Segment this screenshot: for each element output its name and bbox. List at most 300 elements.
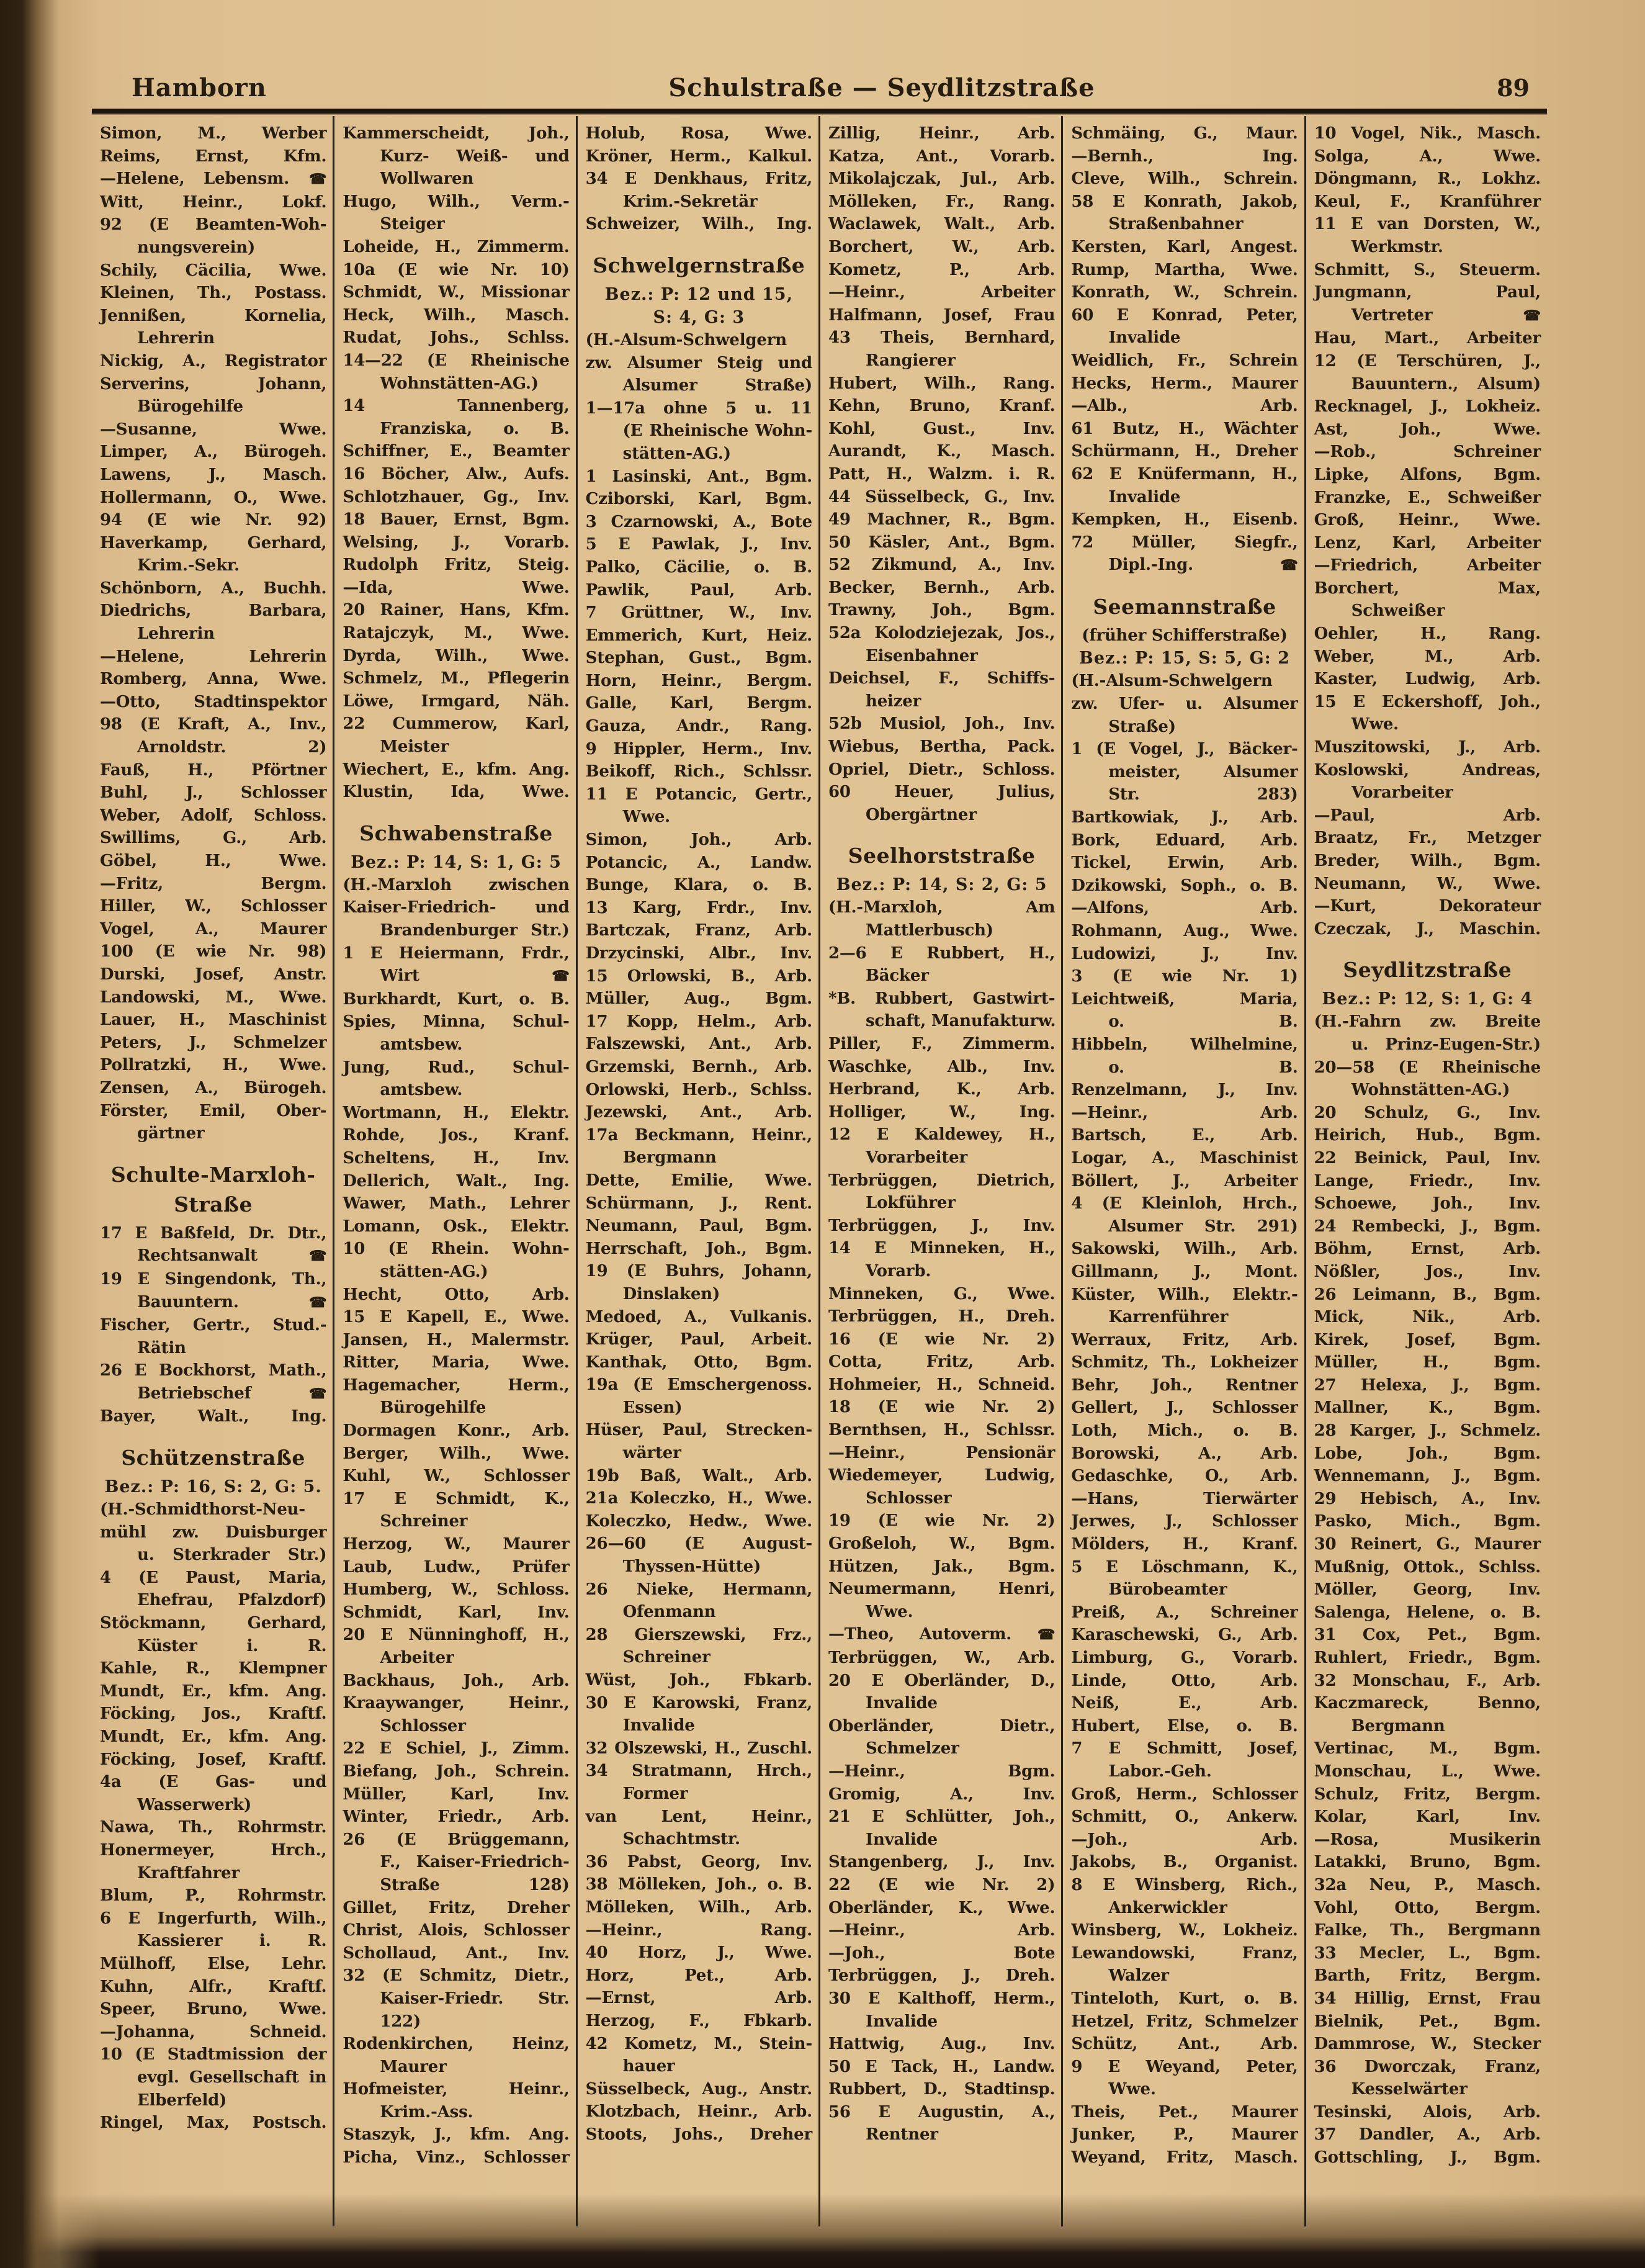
directory-line: Alsumer Straße): [622, 376, 812, 395]
directory-line: 52a Kolodziejezak, Jos.,: [828, 624, 1056, 643]
directory-line: Hugo, Wilh., Verm.-: [343, 192, 570, 211]
directory-line: —Joh., Bote: [828, 1943, 1056, 1963]
district-info-line: Bez.: P: 14, S: 1, G: 5: [351, 852, 562, 872]
directory-column-3: [576, 116, 818, 2226]
directory-line: Dellerich, Walt., Ing.: [343, 1171, 570, 1190]
directory-line: Löwe, Irmgard, Näh.: [343, 691, 570, 711]
directory-line: Reims, Ernst, Kfm.: [100, 146, 327, 166]
directory-line: Hau, Mart., Arbeiter: [1314, 329, 1541, 348]
directory-line: Gottschling, J., Bgm.: [1314, 2148, 1541, 2167]
directory-line: schaft, Manufakturw.: [865, 1012, 1056, 1031]
directory-line: Jakobs, B., Organist.: [1071, 1853, 1298, 1872]
directory-line: Keul, F., Kranführer: [1314, 192, 1541, 211]
directory-line: Herzog, W., Maurer: [343, 1535, 570, 1554]
directory-line: Förster, Emil, Ober-: [100, 1101, 327, 1120]
directory-line: Schweizer, Wilh., Ing.: [585, 215, 812, 234]
directory-line: Rangierer: [865, 351, 956, 370]
directory-line: Hützen, Jak., Bgm.: [828, 1557, 1056, 1576]
directory-line: Krim.-Ass.: [380, 2102, 473, 2122]
directory-line: Hofmeister, Heinr.,: [343, 2080, 570, 2099]
directory-line: Jansen, H., Malermstr.: [343, 1330, 570, 1349]
directory-line: u. Prinz-Eugen-Str.): [1351, 1035, 1541, 1054]
directory-line: —Friedrich, Arbeiter: [1314, 556, 1541, 575]
directory-line: Holliger, W., Ing.: [828, 1102, 1056, 1122]
directory-line: 17 E Baßfeld, Dr. Dtr.,: [100, 1223, 327, 1243]
directory-line: Arnoldstr. 2): [137, 738, 327, 757]
directory-line: Koslowski, Andreas,: [1314, 760, 1541, 780]
directory-line: Göbel, H., Wwe.: [100, 852, 327, 870]
directory-line: Kesselwärter: [1351, 2080, 1468, 2099]
directory-line: 32 Olszewski, H., Zuschl.: [585, 1739, 812, 1758]
directory-line: Kurz- Weiß- und: [380, 146, 570, 166]
directory-line: Bäcker: [865, 966, 929, 986]
directory-line: Landowski, M., Wwe.: [100, 988, 327, 1007]
directory-line: 17 E Schmidt, K.,: [343, 1489, 570, 1508]
directory-line: Schoewe, Joh., Inv.: [1314, 1194, 1541, 1213]
directory-line: Mölleken, Wilh., Arb.: [585, 1897, 812, 1917]
directory-line: 19b Baß, Walt., Arb.: [585, 1466, 812, 1485]
directory-line: Kehn, Bruno, Kranf.: [828, 397, 1056, 416]
directory-column-5: [1061, 116, 1304, 2226]
directory-line: Elberfeld): [137, 2090, 227, 2110]
directory-line: Alsumer Str. 291): [1108, 1217, 1298, 1236]
directory-line: mühl zw. Duisburger: [100, 1523, 327, 1542]
directory-line: Franziska, o. B.: [380, 419, 570, 438]
directory-line: 14 Tannenberg,: [343, 397, 570, 416]
directory-line: Klotzbach, Heinr., Arb.: [585, 2102, 812, 2122]
directory-line: Recknagel, J., Lokheiz.: [1314, 397, 1541, 416]
directory-line: Ruhlert, Friedr., Bgm.: [1314, 1649, 1541, 1667]
directory-line: Tickel, Erwin, Arb.: [1071, 853, 1298, 873]
directory-line: Terbrüggen, J., Dreh.: [828, 1966, 1056, 1986]
directory-line: Waschke, Alb., Inv.: [828, 1057, 1056, 1076]
directory-line: Halfmann, Josef, Frau: [828, 305, 1056, 325]
directory-line: —Rob., Schreiner: [1314, 443, 1541, 462]
directory-line: Becker, Bernh., Arb.: [828, 578, 1056, 597]
directory-line: —Joh., Arb.: [1071, 1830, 1298, 1849]
telephone-icon: ☎: [1199, 557, 1298, 574]
directory-line: Beikoff, Rich., Schlssr.: [585, 762, 812, 781]
directory-line: 34 Stratmann, Hrch.,: [585, 1762, 812, 1781]
directory-line: Ast, Joh., Wwe.: [1314, 420, 1541, 439]
directory-line: Barth, Fritz, Bergm.: [1314, 1966, 1541, 1986]
directory-line: Groß, Heinr., Wwe.: [1314, 511, 1541, 530]
directory-line: Vogel, A., Maurer: [100, 919, 327, 938]
directory-line: 5 E Pawlak, J., Inv.: [585, 535, 812, 554]
directory-line: 12 (E Terschüren, J.,: [1314, 351, 1541, 371]
directory-line: Hubert, Else, o. B.: [1071, 1716, 1298, 1735]
directory-line: Mallner, K., Bgm.: [1314, 1398, 1541, 1418]
directory-line: Breder, Wilh., Bgm.: [1314, 852, 1541, 870]
directory-line: Dyrda, Wilh., Wwe.: [343, 646, 570, 665]
directory-line: Wiebus, Bertha, Pack.: [828, 737, 1056, 757]
directory-line: Bielnik, Pet., Bgm.: [1314, 2012, 1541, 2031]
directory-line: 11 E Potancic, Gertr.,: [585, 785, 812, 804]
directory-line: Terbrüggen, H., Dreh.: [828, 1307, 1056, 1326]
directory-line: 100 (E wie Nr. 98): [100, 942, 327, 961]
directory-line: Braatz, Fr., Metzger: [1314, 829, 1541, 848]
street-heading: Seelhorststraße: [848, 844, 1036, 868]
directory-line: Krim.-Sekr.: [137, 556, 240, 575]
directory-line: Solga, A., Wwe.: [1314, 146, 1541, 166]
directory-line: Peters, J., Schmelzer: [100, 1033, 327, 1052]
directory-line: Bürogehilfe: [137, 397, 243, 416]
directory-line: Salenga, Helene, o. B.: [1314, 1603, 1541, 1622]
directory-line: 52b Musiol, Joh., Inv.: [828, 714, 1056, 734]
telephone-icon: ☎: [244, 1294, 327, 1311]
directory-line: Berger, Wilh., Wwe.: [343, 1444, 570, 1463]
directory-line: Linde, Otto, Arb.: [1071, 1671, 1298, 1690]
directory-line: Straßenbahner: [1108, 215, 1244, 234]
telephone-icon: ☎: [264, 1248, 327, 1265]
directory-line: Grzemski, Bernh., Arb.: [585, 1057, 812, 1076]
directory-line: Neiß, E., Arb.: [1071, 1694, 1298, 1713]
directory-line: Sakowski, Wilh., Arb.: [1071, 1240, 1298, 1259]
directory-line: 61 Butz, H., Wächter: [1071, 419, 1298, 438]
directory-line: 32 Monschau, F., Arb.: [1314, 1671, 1541, 1690]
directory-line: Lehrerin: [137, 329, 215, 348]
directory-line: Former: [622, 1784, 688, 1803]
directory-line: (H.-Marxloh zwischen: [343, 875, 570, 894]
district-info-line: Bez.: P: 16, S: 2, G: 5.: [104, 1477, 322, 1497]
directory-line: 7 E Schmitt, Josef,: [1071, 1739, 1298, 1758]
directory-line: —Rosa, Musikerin: [1314, 1830, 1541, 1849]
directory-line: Schlosser: [865, 1488, 952, 1508]
directory-line: Weber, M., Arb.: [1314, 647, 1541, 666]
directory-line: Invalide: [865, 1830, 938, 1849]
directory-line: Kaiser-Friedr. Str.: [380, 1989, 570, 2008]
directory-line: —Theo, Autoverm. ☎: [828, 1625, 1056, 1644]
directory-line: Oberländer, Dietr.,: [828, 1716, 1056, 1735]
directory-line: (H.-Alsum-Schwelgern: [585, 330, 787, 349]
directory-line: Jezewski, Ant., Arb.: [585, 1103, 812, 1122]
directory-line: van Lent, Heinr.,: [585, 1807, 812, 1826]
directory-line: Ehefrau, Pfalzdorf): [137, 1591, 327, 1610]
directory-line: Lokführer: [865, 1194, 956, 1213]
directory-line: 24 Rembecki, J., Bgm.: [1314, 1217, 1541, 1236]
directory-line: 36 Dworczak, Franz,: [1314, 2057, 1541, 2076]
directory-line: Kuhl, W., Schlosser: [343, 1467, 570, 1486]
directory-line: (früher Schifferstraße): [1082, 626, 1288, 645]
directory-line: Mölleken, Fr., Rang.: [828, 192, 1056, 211]
directory-line: Diedrichs, Barbara,: [100, 601, 327, 621]
directory-line: amtsbew.: [380, 1035, 463, 1054]
directory-line: Gillet, Fritz, Dreher: [343, 1898, 570, 1917]
directory-line: Vohl, Otto, Bergm.: [1314, 1898, 1541, 1917]
directory-line: —Susanne, Wwe.: [100, 420, 327, 439]
directory-line: Müller, H., Bgm.: [1314, 1353, 1541, 1372]
directory-line: —Heinr., Pensionär: [828, 1443, 1056, 1462]
directory-line: Bartkowiak, J., Arb.: [1071, 808, 1298, 827]
directory-line: 10 (E Rhein. Wohn-: [343, 1240, 570, 1259]
directory-line: Hecks, Herm., Maurer: [1071, 374, 1298, 393]
directory-line: Obergärtner: [865, 805, 977, 824]
directory-line: 72 Müller, Siegfr.,: [1071, 533, 1298, 552]
telephone-icon: ☎: [1438, 307, 1541, 324]
directory-line: Wirt ☎: [380, 966, 570, 986]
directory-line: Eisenbahner: [865, 646, 978, 665]
directory-line: Kraaywanger, Heinr.,: [343, 1694, 570, 1713]
directory-line: 21 E Schlütter, Joh.,: [828, 1807, 1056, 1827]
directory-line: Rohde, Jos., Kranf.: [343, 1126, 570, 1145]
directory-line: Schmelz, M., Pflegerin: [343, 669, 570, 688]
directory-line: Humberg, W., Schloss.: [343, 1580, 570, 1600]
directory-line: Franzke, E., Schweißer: [1314, 488, 1541, 507]
directory-line: Holub, Rosa, Wwe.: [585, 124, 812, 143]
directory-line: Dzikowski, Soph., o. B.: [1071, 876, 1298, 895]
directory-line: Zensen, A., Bürogeh.: [100, 1078, 327, 1097]
directory-line: 19 E Singendonk, Th.,: [100, 1269, 327, 1289]
directory-line: 42 Kometz, M., Stein-: [585, 2034, 812, 2053]
telephone-icon: ☎: [295, 171, 327, 188]
directory-line: Welsing, J., Vorarb.: [343, 533, 570, 552]
directory-line: 26 Leimann, B., Bgm.: [1314, 1285, 1541, 1304]
district-info-line: Bez.: P: 12 und 15,: [604, 284, 793, 304]
directory-line: stätten-AG.): [622, 444, 731, 463]
directory-line: zw. Alsumer Steig und: [585, 353, 812, 372]
header-rule: [92, 109, 1547, 114]
directory-line: Neumann, Paul, Bgm.: [585, 1217, 812, 1236]
directory-column-2: [333, 116, 575, 2226]
directory-line: Bauuntern. ☎: [137, 1292, 327, 1312]
directory-line: Vertinac, M., Bgm.: [1314, 1739, 1541, 1758]
directory-line: Kirek, Josef, Bgm.: [1314, 1330, 1541, 1349]
directory-line: o. B.: [1108, 1058, 1298, 1077]
directory-line: 31 Cox, Pet., Bgm.: [1314, 1626, 1541, 1645]
directory-line: 7 Grüttner, W., Inv.: [585, 603, 812, 623]
directory-line: Hiller, W., Schlosser: [100, 897, 327, 916]
directory-line: 3 (E wie Nr. 1): [1071, 967, 1298, 986]
directory-line: 9 E Weyand, Peter,: [1071, 2057, 1298, 2076]
directory-line: Backhaus, Joh., Arb.: [343, 1671, 570, 1690]
directory-line: —Heinr., Rang.: [585, 1920, 812, 1940]
directory-line: Romberg, Anna, Wwe.: [100, 670, 327, 689]
directory-line: 60 Heuer, Julius,: [828, 783, 1056, 802]
directory-line: —Bernh., Ing.: [1071, 146, 1298, 166]
directory-line: Kleinen, Th., Postass.: [100, 284, 327, 303]
directory-line: Vorarbeiter: [865, 1148, 968, 1167]
directory-line: 20 E Nünninghoff, H.,: [343, 1626, 570, 1645]
directory-line: Muszitowski, J., Arb.: [1314, 738, 1541, 757]
directory-line: Loth, Mich., o. B.: [1071, 1421, 1298, 1441]
directory-line: Herrschaft, Joh., Bgm.: [585, 1239, 812, 1258]
street-heading: Seemannstraße: [1093, 594, 1276, 619]
directory-line: 29 Hebisch, A., Inv.: [1314, 1489, 1541, 1508]
directory-line: Ritter, Maria, Wwe.: [343, 1353, 570, 1372]
directory-line: Katza, Ant., Vorarb.: [828, 146, 1056, 166]
directory-line: Jennißen, Kornelia,: [100, 306, 327, 325]
directory-line: 20 Rainer, Hans, Kfm.: [343, 601, 570, 620]
directory-line: Bürogehilfe: [380, 1398, 486, 1418]
directory-line: Ludowizi, J., Inv.: [1071, 944, 1298, 963]
directory-line: Schmelzer: [865, 1739, 959, 1758]
directory-line: (E Rheinische Wohn-: [622, 421, 812, 441]
directory-line: Biefang, Joh., Schrein.: [343, 1762, 570, 1781]
directory-line: Cleve, Wilh., Schrein.: [1071, 169, 1298, 189]
directory-line: Horz, Pet., Arb.: [585, 1966, 812, 1985]
directory-line: Wohnstätten-AG.): [1351, 1081, 1510, 1100]
directory-line: Drzycinski, Albr., Inv.: [585, 944, 812, 963]
directory-line: —Heinr., Arb.: [828, 1921, 1056, 1940]
directory-line: 60 E Konrad, Peter,: [1071, 305, 1298, 325]
directory-line: Oehler, H., Rang.: [1314, 624, 1541, 644]
directory-line: 20 E Oberländer, D.,: [828, 1671, 1056, 1690]
directory-line: 30 E Karowski, Franz,: [585, 1693, 812, 1712]
directory-line: Invalide: [865, 2012, 938, 2031]
directory-line: Bunge, Klara, o. B.: [585, 876, 812, 895]
directory-line: Arbeiter: [380, 1649, 454, 1667]
directory-line: Nößler, Jos., Inv.: [1314, 1262, 1541, 1281]
page-header: [92, 73, 1547, 102]
directory-line: Wiedemeyer, Ludwig,: [828, 1466, 1056, 1485]
directory-line: Dinslaken): [622, 1284, 720, 1303]
directory-line: 1 Lasinski, Ant., Bgm.: [585, 467, 812, 486]
directory-line: Wüst, Joh., Fbkarb.: [585, 1671, 812, 1690]
directory-line: Monschau, L., Wwe.: [1314, 1762, 1541, 1781]
directory-line: Möller, Georg, Inv.: [1314, 1580, 1541, 1600]
directory-line: Limburg, G., Vorarb.: [1071, 1649, 1298, 1667]
directory-line: Lauer, H., Maschinist: [100, 1010, 327, 1030]
directory-line: Behr, Joh., Rentner: [1071, 1375, 1298, 1395]
directory-line: Burkhardt, Kurt, o. B.: [343, 989, 570, 1009]
directory-line: 52 Zikmund, A., Inv.: [828, 556, 1056, 575]
directory-line: Klustin, Ida, Wwe.: [343, 783, 570, 802]
directory-line: Rentner: [865, 2125, 938, 2144]
directory-line: —Paul, Arb.: [1314, 806, 1541, 825]
directory-line: Bergmann: [622, 1148, 717, 1168]
directory-line: 16 (E wie Nr. 2): [828, 1330, 1056, 1349]
directory-line: Bürobeamter: [1108, 1580, 1227, 1600]
street-heading: Schwelgernstraße: [593, 253, 805, 277]
directory-line: zw. Ufer- u. Alsumer: [1071, 695, 1298, 714]
directory-line: Döngmann, R., Lokhz.: [1314, 169, 1541, 189]
directory-line: Heck, Wilh., Masch.: [343, 305, 570, 325]
directory-line: Schönborn, A., Buchh.: [100, 578, 327, 598]
directory-line: Haverkamp, Gerhard,: [100, 533, 327, 552]
directory-line: Gromig, A., Inv.: [828, 1784, 1056, 1804]
directory-line: 92 (E Beamten-Woh-: [100, 215, 327, 235]
directory-line: 10a (E wie Nr. 10): [343, 260, 570, 279]
directory-line: 11 E van Dorsten, W.,: [1314, 215, 1541, 234]
directory-line: Walzer: [1108, 1966, 1169, 1986]
directory-line: 28 Gierszewski, Frz.,: [585, 1625, 812, 1644]
directory-line: Durski, Josef, Anstr.: [100, 965, 327, 984]
directory-line: 10 (E Stadtmission der: [100, 2045, 327, 2064]
directory-line: Hollermann, O., Wwe.: [100, 488, 327, 507]
directory-line: Lewandowski, Franz,: [1071, 1943, 1298, 1963]
directory-line: Latakki, Bruno, Bgm.: [1314, 1853, 1541, 1872]
directory-line: Invalide: [622, 1716, 695, 1735]
directory-line: Waclawek, Walt., Arb.: [828, 215, 1056, 234]
directory-line: Kammerscheidt, Joh.,: [343, 124, 570, 143]
directory-line: Maurer: [380, 2057, 447, 2076]
directory-line: F., Kaiser-Friedrich-: [380, 1853, 570, 1872]
directory-line: Steiger: [380, 215, 445, 234]
directory-line: Borowski, A., Arb.: [1071, 1444, 1298, 1463]
directory-line: 26 (E Brüggemann,: [343, 1830, 570, 1849]
directory-line: Stöckmann, Gerhard,: [100, 1614, 327, 1633]
directory-line: —Helene, Lebensm. ☎: [100, 169, 327, 189]
directory-line: Jungmann, Paul,: [1314, 283, 1541, 302]
directory-line: —Alb., Arb.: [1071, 397, 1298, 416]
directory-line: 22 Beinick, Paul, Inv.: [1314, 1148, 1541, 1168]
directory-line: 34 E Denkhaus, Fritz,: [585, 169, 812, 189]
directory-line: Schlosser: [380, 1716, 466, 1735]
directory-line: 44 Süsselbeck, G., Inv.: [828, 487, 1056, 506]
directory-line: Koleczko, Hedw., Wwe.: [585, 1511, 812, 1531]
directory-line: 20 Schulz, G., Inv.: [1314, 1103, 1541, 1122]
directory-line: Stangenberg, J., Inv.: [828, 1853, 1056, 1872]
directory-line: —Alfons, Arb.: [1071, 899, 1298, 918]
directory-line: Honermeyer, Hrch.,: [100, 1840, 327, 1860]
directory-line: Schmidt, Karl, Inv.: [343, 1603, 570, 1622]
directory-line: Logar, A., Maschinist: [1071, 1148, 1298, 1168]
directory-line: Kaster, Ludwig, Arb.: [1314, 670, 1541, 689]
directory-line: Renzelmann, J., Inv.: [1071, 1081, 1298, 1100]
directory-line: Cotta, Fritz, Arb.: [828, 1352, 1056, 1372]
directory-line: (H.-Marxloh, Am: [828, 898, 1056, 917]
directory-line: Wwe.: [865, 1602, 913, 1621]
directory-line: Vertreter ☎: [1351, 305, 1541, 325]
directory-line: —Heinr., Bgm.: [828, 1762, 1056, 1781]
directory-line: Trawny, Joh., Bgm.: [828, 601, 1056, 620]
directory-line: Groß, Herm., Schlosser: [1071, 1784, 1298, 1804]
directory-line: Witt, Heinr., Lokf.: [100, 192, 327, 212]
directory-line: Straße): [1108, 717, 1176, 736]
directory-line: Hagemacher, Herm.,: [343, 1375, 570, 1395]
directory-line: Rubbert, D., Stadtinsp.: [828, 2080, 1056, 2099]
directory-line: Vorarb.: [865, 1261, 931, 1280]
directory-line: Piller, F., Zimmerm.: [828, 1034, 1056, 1053]
directory-line: Mülhoff, Else, Lehr.: [100, 1954, 327, 1973]
directory-line: Kaczmareck, Benno,: [1314, 1694, 1541, 1713]
directory-line: Schiffner, E., Beamter: [343, 442, 570, 461]
directory-line: Kassierer i. R.: [137, 1932, 327, 1951]
directory-line: 17 Kopp, Helm., Arb.: [585, 1012, 812, 1031]
directory-line: Thyssen-Hütte): [622, 1557, 761, 1577]
directory-line: Invalide: [1108, 487, 1181, 506]
directory-line: Hubert, Wilh., Rang.: [828, 374, 1056, 393]
directory-line: 98 (E Kraft, A., Inv.,: [100, 715, 327, 734]
directory-line: Karrenführer: [1108, 1308, 1229, 1327]
directory-line: 50 Käsler, Ant., Bgm.: [828, 533, 1056, 552]
directory-line: 26 E Bockhorst, Math.,: [100, 1361, 327, 1380]
directory-line: 4 (E Paust, Maria,: [100, 1568, 327, 1587]
directory-line: Mundt, Er., kfm. Ang.: [100, 1681, 327, 1701]
directory-line: Weber, Adolf, Schloss.: [100, 806, 327, 825]
directory-line: gärtner: [137, 1124, 205, 1143]
directory-line: (H.-Alsum-Schwelgern: [1071, 672, 1273, 691]
directory-line: Schmäing, G., Maur.: [1071, 124, 1298, 143]
directory-line: Heirich, Hub., Bgm.: [1314, 1126, 1541, 1145]
directory-line: Schlotzhauer, Gg., Inv.: [343, 487, 570, 506]
directory-line: 9 Hippler, Herm., Inv.: [585, 739, 812, 758]
directory-line: Pawlik, Paul, Arb.: [585, 580, 812, 600]
header-street-range: Schulstraße — Seydlitzstraße: [668, 73, 1095, 102]
directory-line: Nickig, A., Registrator: [100, 351, 327, 371]
directory-line: Invalide: [1108, 328, 1181, 348]
directory-line: Schmitz, Th., Lokheizer: [1071, 1353, 1298, 1372]
directory-line: 1 (E Vogel, J., Bäcker-: [1071, 740, 1298, 759]
street-heading: Seydlitzstraße: [1343, 958, 1512, 983]
directory-columns: [92, 116, 1547, 2226]
directory-line: Jung, Rud., Schul-: [343, 1058, 570, 1077]
directory-line: 19a (E Emschergenoss.: [585, 1375, 812, 1395]
directory-line: —Hans, Tierwärter: [1071, 1489, 1298, 1508]
directory-line: meister, Alsumer: [1108, 762, 1298, 781]
directory-line: 18 (E wie Nr. 2): [828, 1398, 1056, 1417]
street-heading: Schwabenstraße: [359, 821, 553, 845]
